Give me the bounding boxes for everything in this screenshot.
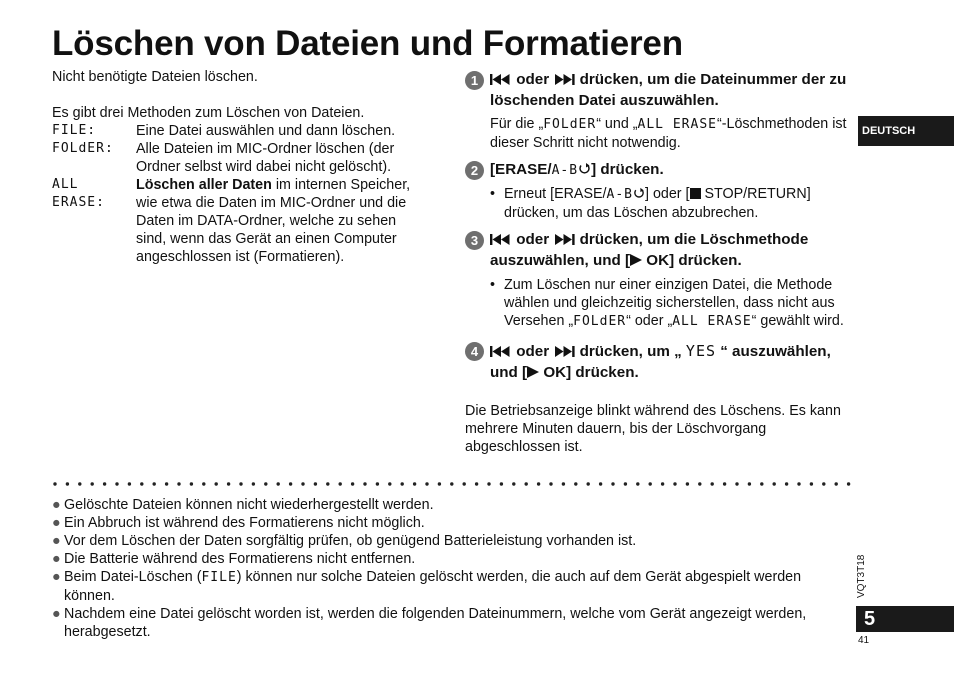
- note-text: Beim Datei-Löschen (: [64, 569, 202, 585]
- method-def: Alle Dateien im MIC-Ordner löschen (der Ordner selbst wird dabei nicht gelöscht).: [136, 141, 395, 175]
- method-term: FOLdER:: [52, 141, 114, 156]
- note-text: Erneut [ERASE/: [504, 186, 607, 202]
- step-text: drücken, um die Löschmethode auszuwählen, und [: [490, 231, 809, 269]
- note-text: “ und „: [596, 116, 638, 132]
- lcd-text: ALL ERASE: [637, 117, 717, 132]
- note-text: “ oder „: [626, 313, 673, 329]
- lcd-text: FOLdER: [543, 117, 597, 132]
- language-tab: DEUTSCH: [858, 116, 954, 146]
- intro-text: Nicht benötigte Dateien löschen.: [52, 69, 258, 85]
- note-text: Gelöschte Dateien können nicht wiederhergestellt werden.: [64, 497, 434, 513]
- step-text: OK] drücken.: [539, 364, 639, 381]
- steps-column: [465, 70, 853, 456]
- document-code-text: VQT3T18: [856, 554, 867, 598]
- page-number-tab: 5: [856, 606, 954, 632]
- stop-icon: [690, 186, 701, 204]
- step-text: ] drücken.: [591, 161, 664, 178]
- method-def: [136, 176, 427, 266]
- lcd-text: FOLdER: [573, 314, 627, 329]
- notes-list: [52, 496, 842, 641]
- document-code: [856, 548, 870, 598]
- skip-forward-icon: [553, 231, 575, 251]
- note-text: “ gewählt wird.: [751, 313, 844, 329]
- note-item: ● Gelöschte Dateien können nicht wiederhergestellt werden.: [52, 497, 434, 513]
- repeat-icon: [633, 186, 645, 204]
- note-text: Für die „: [490, 116, 544, 132]
- note-text: “-Löschmethoden ist dieser Schritt nicht notwendig.: [490, 116, 847, 151]
- dotted-divider: [52, 480, 852, 488]
- note-item: ● Die Batterie während des Formatierens nicht entfernen.: [52, 551, 416, 567]
- method-folder: [52, 140, 427, 176]
- note-text: Vor dem Löschen der Daten sorgfältig prüfen, ob genügend Batterieleistung vorhanden ist.: [64, 533, 637, 549]
- note-text: Ein Abbruch ist während des Formatierens nicht möglich.: [64, 515, 425, 531]
- step-text: OK] drücken.: [642, 252, 742, 269]
- step-number: 4: [465, 342, 484, 361]
- skip-back-icon: [490, 231, 512, 251]
- left-column: [52, 68, 427, 266]
- step-2: [465, 160, 853, 181]
- method-term: ALL ERASE:: [52, 177, 105, 210]
- page-number-small: 41: [858, 635, 870, 646]
- methods-intro: Es gibt drei Methoden zum Löschen von Dateien.: [52, 105, 365, 121]
- note-item: ● Vor dem Löschen der Daten sorgfältig prüfen, ob genügend Batterieleistung vorhanden ist.: [52, 533, 637, 549]
- note-item: ● Ein Abbruch ist während des Formatierens nicht möglich.: [52, 515, 425, 531]
- note-item: ● Beim Datei-Löschen (FILE) können nur solche Dateien gelöscht werden, die auch auf dem Gerät abgespielt werden können.: [52, 569, 802, 604]
- step-3-bullet: • Zum Löschen nur einer einzigen Datei, die Methode wählen und gleichzeitig sicherstellen, dass nicht aus Versehen „FOLdER“ oder „ALL ERASE“ gewählt wird.: [490, 277, 844, 329]
- step-text: [ERASE/: [490, 161, 552, 178]
- note-item: ● Nachdem eine Datei gelöscht worden ist, werden die folgenden Dateinummern, welche vom Gerät angezeigt werden, herabgesetzt.: [52, 605, 842, 641]
- step-2-bullet: • Erneut [ERASE/A-B ] oder [ STOP/RETURN] drücken, um das Löschen abzubrechen.: [490, 186, 811, 221]
- step-number: 3: [465, 231, 484, 250]
- play-icon: [527, 364, 539, 384]
- note-text: Die Batterie während des Formatierens nicht entfernen.: [64, 551, 416, 567]
- lcd-text: FILE: [201, 570, 237, 585]
- lcd-text: ALL ERASE: [672, 314, 752, 329]
- repeat-icon: [578, 161, 591, 181]
- step-number: 2: [465, 161, 484, 180]
- lcd-text: A-B: [606, 187, 633, 202]
- step-text: “ auszuwählen, und [: [490, 343, 831, 381]
- step-1: [465, 70, 853, 111]
- skip-back-icon: [490, 71, 512, 91]
- method-def: Eine Datei auswählen und dann löschen.: [136, 123, 396, 139]
- step-text: oder: [512, 231, 554, 248]
- skip-forward-icon: [553, 71, 575, 91]
- step-3: [465, 230, 853, 272]
- method-def-bold: Löschen aller Daten: [136, 177, 272, 193]
- step-number: 1: [465, 71, 484, 90]
- step-text: oder: [512, 71, 554, 88]
- note-text: STOP/RETURN] drücken, um das Löschen abzubrechen.: [504, 186, 811, 221]
- step-1-note: [490, 115, 853, 152]
- method-file: [52, 122, 427, 140]
- skip-back-icon: [490, 343, 512, 363]
- note-text: Nachdem eine Datei gelöscht worden ist, werden die folgenden Dateinummern, welche vom Gerät angezeigt werden, herabgesetzt.: [64, 606, 807, 640]
- step-4: [465, 341, 853, 384]
- method-def-rest: im internen Speicher, wie etwa die Daten im MIC-Ordner und die Daten im DATA-Ordner, welche zu sehen sind, wenn das Gerät an einen Computer angeschlossen ist (Formatieren).: [136, 177, 411, 265]
- result-text: Die Betriebsanzeige blinkt während des Löschens. Es kann mehrere Minuten dauern, bis der Löschvorgang abgeschlossen ist.: [465, 403, 841, 455]
- skip-forward-icon: [553, 343, 575, 363]
- note-text: Zum Löschen nur einer einzigen Datei, die Methode wählen und gleichzeitig sicherstellen, dass nicht aus Versehen „: [504, 277, 835, 329]
- page-title: Löschen von Dateien und Formatieren: [52, 24, 683, 63]
- step-text: drücken, um die Dateinummer der zu löschenden Datei auszuwählen.: [490, 71, 847, 109]
- step-text: oder: [512, 343, 554, 360]
- lcd-text: A-B: [551, 163, 579, 178]
- method-term: FILE:: [52, 123, 97, 138]
- method-all-erase: [52, 176, 427, 266]
- lcd-text: YES: [685, 342, 717, 360]
- step-text: drücken, um „: [575, 343, 686, 360]
- play-icon: [630, 252, 642, 272]
- note-text: ] oder [: [645, 186, 690, 202]
- note-text: ) können nur solche Dateien gelöscht werden, die auch auf dem Gerät abgespielt werden können.: [64, 569, 802, 604]
